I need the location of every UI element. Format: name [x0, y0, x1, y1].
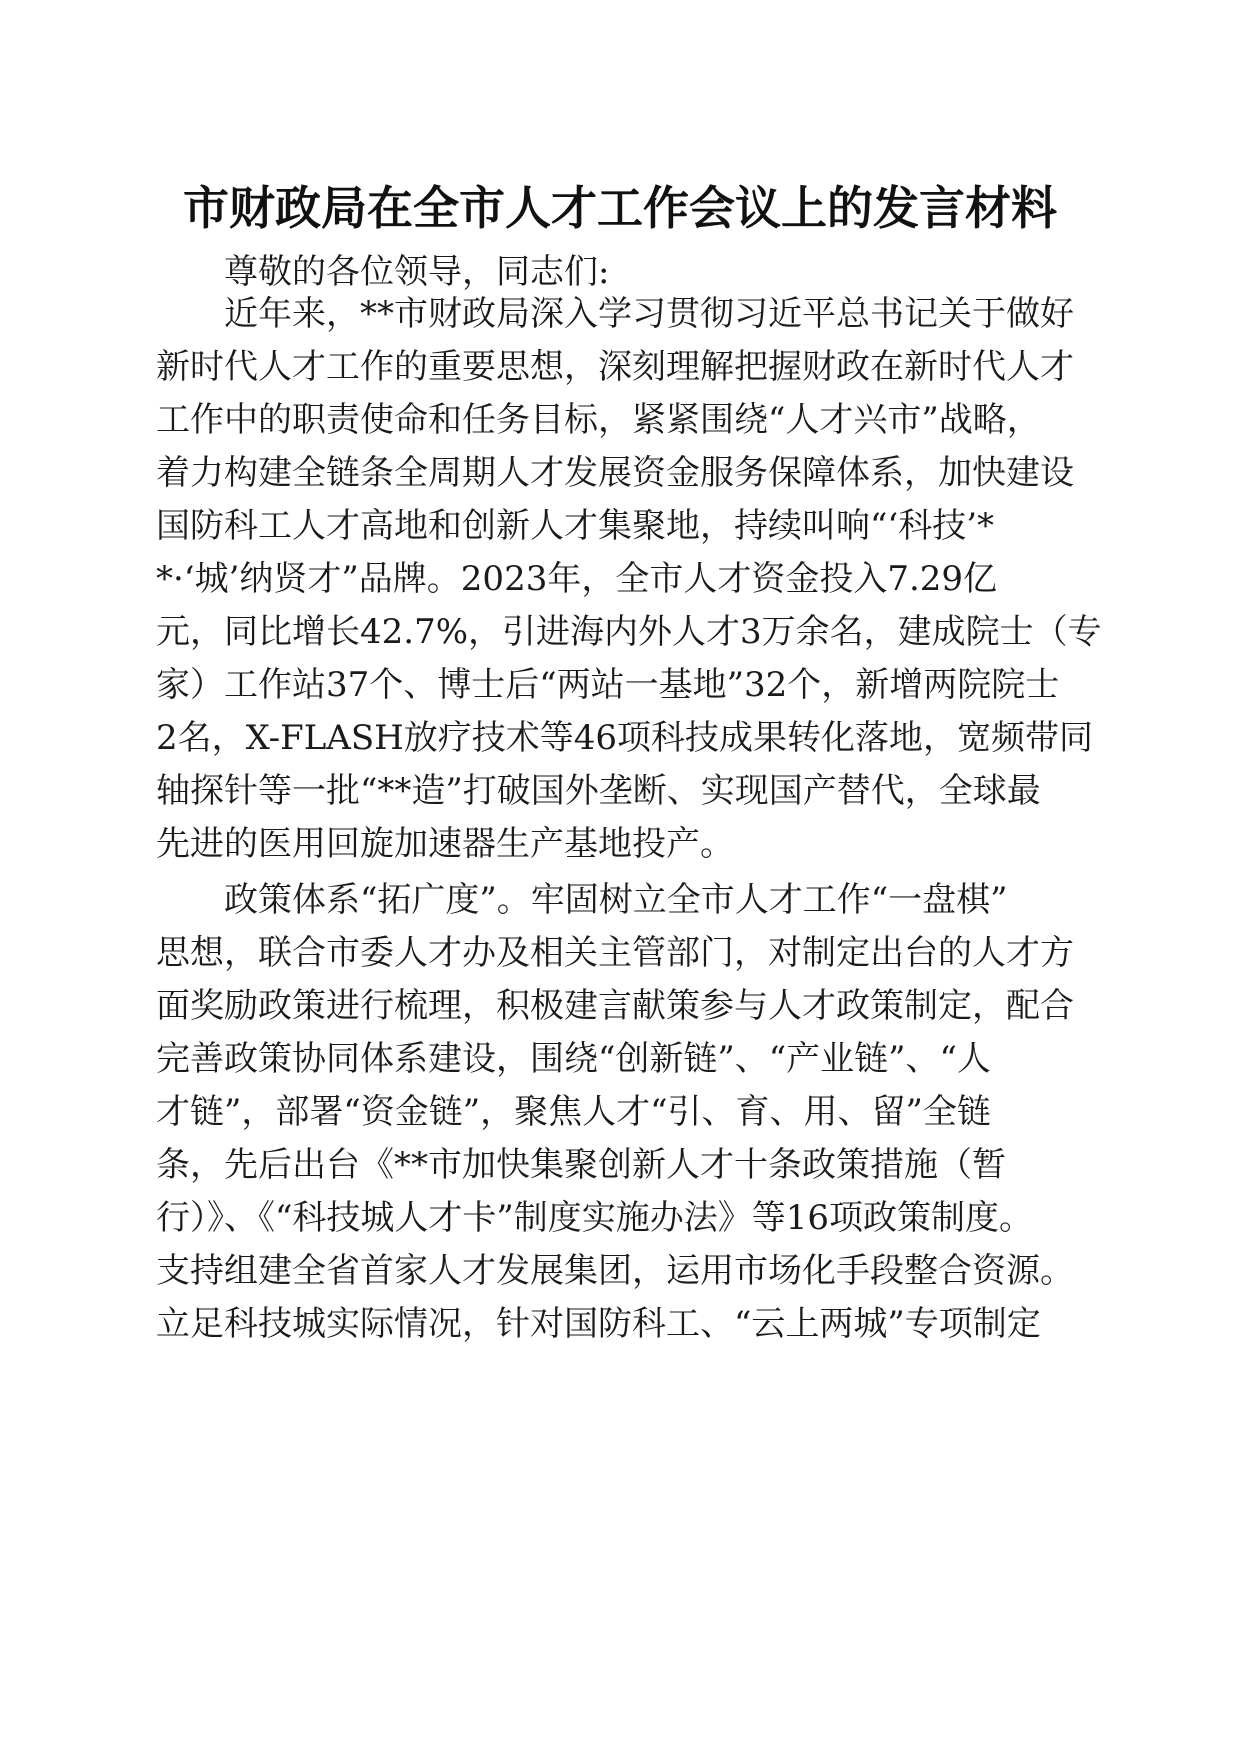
- paragraph-line: 先进的医用回旋加速器生产基地投产。: [156, 824, 734, 864]
- paragraph-line: 轴探针等一批“**造”打破国外垄断、实现国产替代，全球最: [156, 771, 1041, 811]
- paragraph-line: 近年来，**市财政局深入学习贯彻习近平总书记关于做好: [224, 294, 1074, 334]
- paragraph-line: 立足科技城实际情况，针对国防科工、“云上两城”专项制定: [156, 1304, 1041, 1344]
- paragraph-line: 着力构建全链条全周期人才发展资金服务保障体系，加快建设: [156, 453, 1074, 493]
- paragraph-line: 条，先后出台《**市加快集聚创新人才十条政策措施（暂: [156, 1145, 1006, 1185]
- paragraph-line: 思想，联合市委人才办及相关主管部门，对制定出台的人才方: [156, 933, 1074, 973]
- paragraph-line: 工作中的职责使命和任务目标，紧紧围绕“人才兴市”战略，: [156, 400, 1041, 440]
- paragraph-line: 国防科工人才高地和创新人才集聚地，持续叫响“‘科技’*: [156, 506, 994, 546]
- greeting-line: 尊敬的各位领导，同志们:: [224, 252, 610, 292]
- paragraph-line: 家）工作站37个、博士后“两站一基地”32个，新增两院院士: [156, 665, 1060, 705]
- paragraph-line: 2名，X-FLASH放疗技术等46项科技成果转化落地，宽频带同: [156, 718, 1094, 758]
- paragraph-line: 面奖励政策进行梳理，积极建言献策参与人才政策制定，配合: [156, 986, 1074, 1026]
- paragraph-line: 行）》、《“科技城人才卡”制度实施办法》等16项政策制度。: [156, 1198, 1034, 1238]
- paragraph-line: 才链”，部署“资金链”，聚焦人才“引、育、用、留”全链: [156, 1092, 991, 1132]
- paragraph-line: 新时代人才工作的重要思想，深刻理解把握财政在新时代人才: [156, 347, 1074, 387]
- document-title: 市财政局在全市人才工作会议上的发言材料: [183, 181, 1057, 235]
- paragraph-line: *·‘城’纳贤才”品牌。2023年，全市人才资金投入7.29亿: [156, 559, 998, 599]
- paragraph-line: 元，同比增长42.7%，引进海内外人才3万余名，建成院士（专: [156, 612, 1102, 652]
- paragraph-line: 支持组建全省首家人才发展集团，运用市场化手段整合资源。: [156, 1251, 1074, 1291]
- paragraph-line: 完善政策协同体系建设，围绕“创新链”、“产业链”、“人: [156, 1039, 991, 1079]
- paragraph-line: 政策体系“拓广度”。牢固树立全市人才工作“一盘棋”: [224, 880, 1008, 920]
